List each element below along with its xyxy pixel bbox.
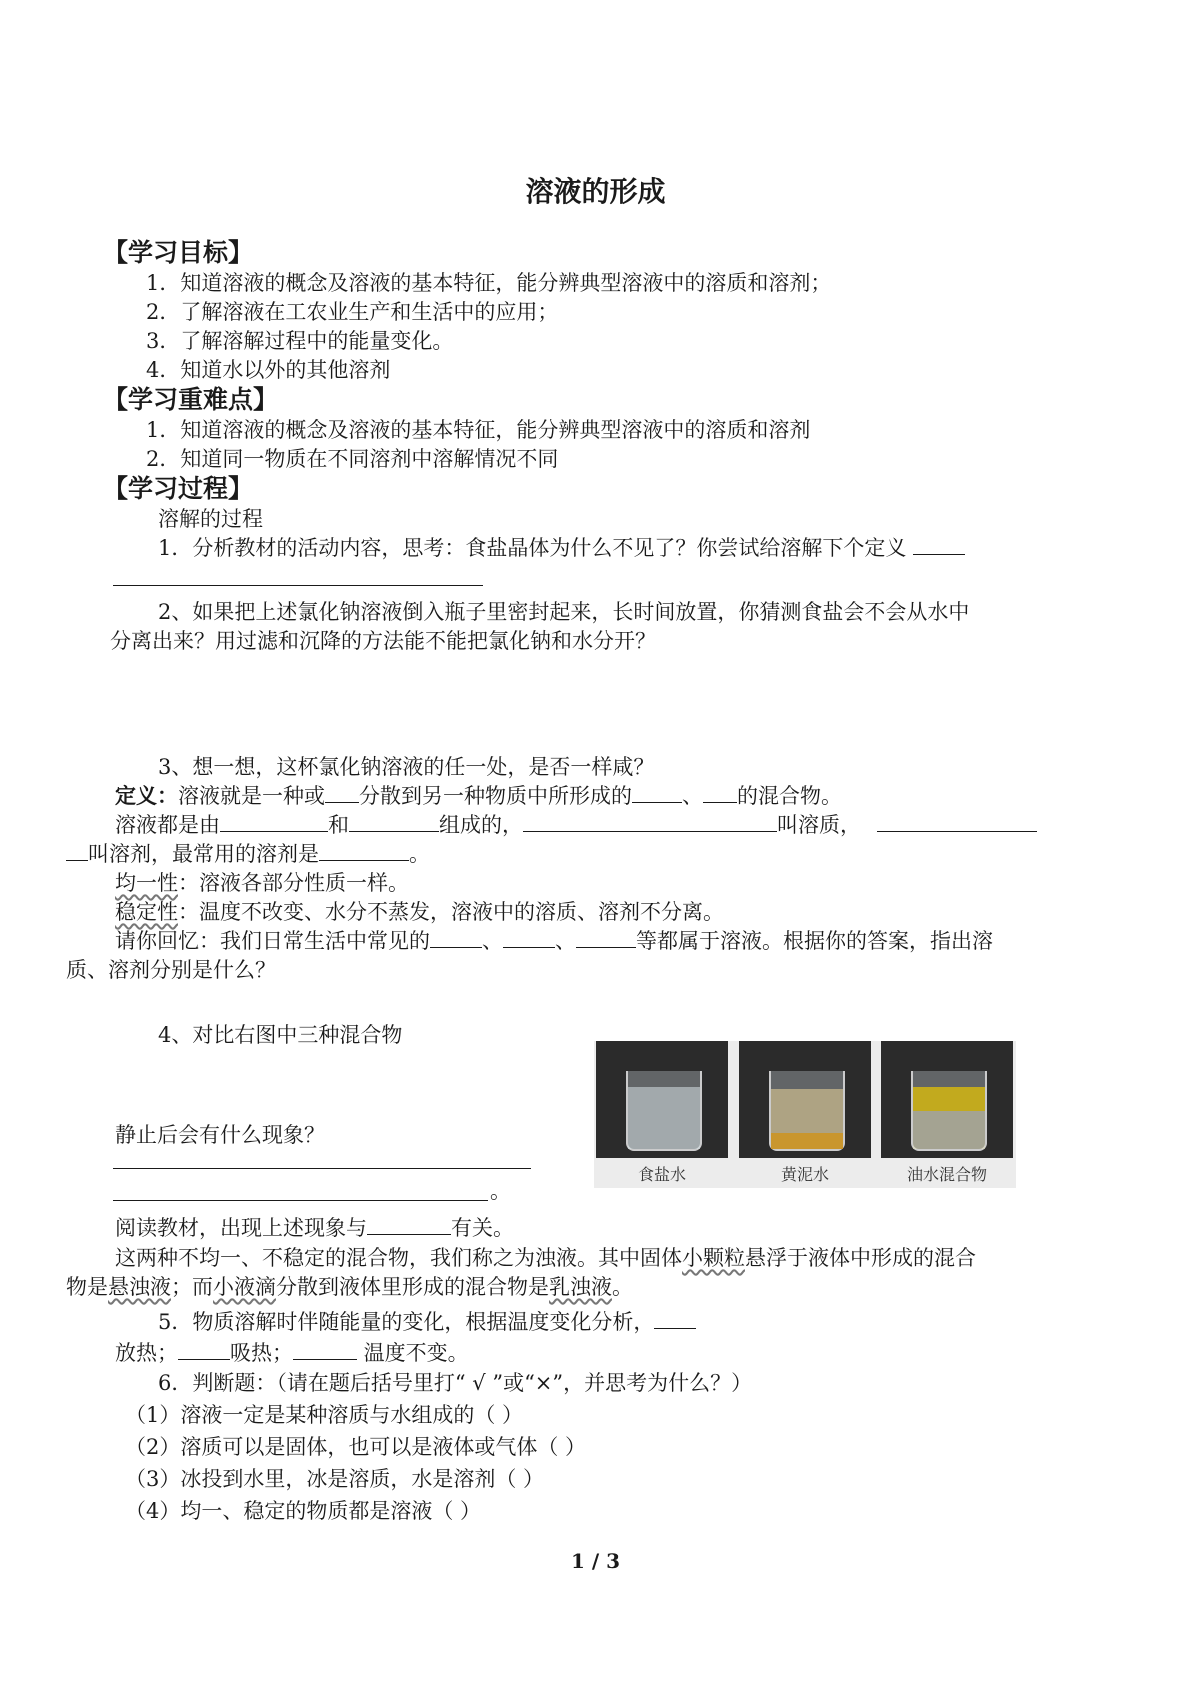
- process-subtitle: 溶解的过程: [158, 507, 263, 531]
- turbid-line-2: 物是悬浊液；而小液滴分散到液体里形成的混合物是乳浊液。: [66, 1275, 633, 1299]
- question-4: 4、对比右图中三种混合物: [158, 1023, 403, 1047]
- glass-icon: [911, 1071, 987, 1151]
- page-title: 溶液的形成: [525, 175, 666, 208]
- objective-item: 1．知道溶液的概念及溶液的基本特征，能分辨典型溶液中的溶质和溶剂；: [146, 271, 832, 295]
- objective-item: 4．知道水以外的其他溶剂: [146, 358, 391, 382]
- glass-icon: [626, 1071, 702, 1151]
- question-4-ask: 静止后会有什么现象？: [115, 1123, 325, 1147]
- period: 。: [490, 1179, 511, 1203]
- glass-icon: [769, 1071, 845, 1151]
- judge-item: （1）溶液一定是某种溶质与水组成的（ ）: [125, 1403, 524, 1427]
- question-3: 3、想一想，这杯氯化钠溶液的任一处，是否一样咸？: [158, 755, 655, 779]
- objectives-heading: 【学习目标】: [103, 238, 254, 267]
- uniformity: 均一性：溶液各部分性质一样。: [115, 871, 409, 895]
- keypoints-heading: 【学习重难点】: [103, 385, 279, 414]
- answer-blank[interactable]: [220, 810, 328, 832]
- answer-blank[interactable]: [503, 926, 555, 948]
- answer-blank[interactable]: [367, 1213, 451, 1235]
- figure-caption: 食盐水: [637, 1165, 686, 1184]
- answer-line[interactable]: [113, 1168, 531, 1169]
- recall-line-2: 质、溶剂分别是什么？: [66, 958, 276, 982]
- answer-blank[interactable]: [523, 810, 777, 832]
- answer-blank[interactable]: [430, 926, 482, 948]
- reading-line: 阅读教材，出现上述现象与 有关。: [115, 1213, 514, 1243]
- question-1: 1．分析教材的活动内容，思考：食盐晶体为什么不见了？你尝试给溶解下个定义: [158, 533, 965, 563]
- answer-line[interactable]: [113, 585, 483, 586]
- objective-item: 3．了解溶解过程中的能量变化。: [146, 329, 454, 353]
- figure-caption: 油水混合物: [906, 1165, 987, 1184]
- salt-water-photo: [596, 1041, 728, 1158]
- question-6: 6．判断题：（请在题后括号里打“ √ ”或“×”，并思考为什么？）: [158, 1371, 753, 1395]
- oil-water-photo: [881, 1041, 1013, 1158]
- answer-blank[interactable]: [349, 810, 439, 832]
- objective-item: 2．了解溶液在工农业生产和生活中的应用；: [146, 300, 559, 324]
- judge-item: （2）溶质可以是固体，也可以是液体或气体（ ）: [125, 1435, 587, 1459]
- answer-line[interactable]: [113, 1200, 488, 1201]
- answer-blank[interactable]: [913, 533, 965, 555]
- question-5: 5．物质溶解时伴随能量的变化，根据温度变化分析，: [158, 1307, 696, 1337]
- mixtures-figure: [594, 1041, 1016, 1188]
- question-5-answers: 放热； 吸热； 温度不变。: [115, 1338, 469, 1368]
- answer-blank[interactable]: [293, 1338, 357, 1360]
- figure-caption: 黄泥水: [780, 1165, 829, 1184]
- answer-blank[interactable]: [576, 926, 636, 948]
- answer-blank[interactable]: [319, 839, 409, 861]
- definition: 定义：溶液就是一种或 分散到另一种物质中所形成的 、 的混合物。: [115, 783, 842, 808]
- turbid-line-1: 这两种不均一、不稳定的混合物，我们称之为浊液。其中固体小颗粒悬浮于液体中形成的混合: [115, 1246, 976, 1270]
- answer-blank[interactable]: [632, 781, 682, 803]
- mud-water-photo: [739, 1041, 871, 1158]
- stability: 稳定性：温度不改变、水分不蒸发，溶液中的溶质、溶剂不分离。: [115, 900, 724, 924]
- answer-blank[interactable]: [325, 781, 359, 803]
- answer-blank[interactable]: [877, 810, 1037, 832]
- answer-blank[interactable]: [703, 781, 737, 803]
- composition-line-2: 叫溶剂，最常用的溶剂是 。: [66, 839, 430, 869]
- keypoint-item: 1．知道溶液的概念及溶液的基本特征，能分辨典型溶液中的溶质和溶剂: [146, 418, 811, 442]
- process-heading: 【学习过程】: [103, 474, 254, 503]
- answer-blank[interactable]: [66, 839, 88, 861]
- answer-blank[interactable]: [178, 1338, 230, 1360]
- page-number: 1 / 3: [570, 1549, 621, 1573]
- judge-item: （4）均一、稳定的物质都是溶液（ ）: [125, 1499, 482, 1523]
- recall-line-1: 请你回忆：我们日常生活中常见的 、 、 等都属于溶液。根据你的答案，指出溶: [115, 926, 993, 956]
- judge-item: （3）冰投到水里，冰是溶质，水是溶剂（ ）: [125, 1467, 545, 1491]
- question-2-line-2: 分离出来？用过滤和沉降的方法能不能把氯化钠和水分开？: [110, 629, 656, 653]
- question-2-line-1: 2、如果把上述氯化钠溶液倒入瓶子里密封起来，长时间放置，你猜测食盐会不会从水中: [158, 600, 970, 624]
- answer-blank[interactable]: [654, 1307, 696, 1329]
- keypoint-item: 2．知道同一物质在不同溶剂中溶解情况不同: [146, 447, 559, 471]
- composition-line-1: 溶液都是由 和 组成的， 叫溶质，: [115, 810, 1037, 840]
